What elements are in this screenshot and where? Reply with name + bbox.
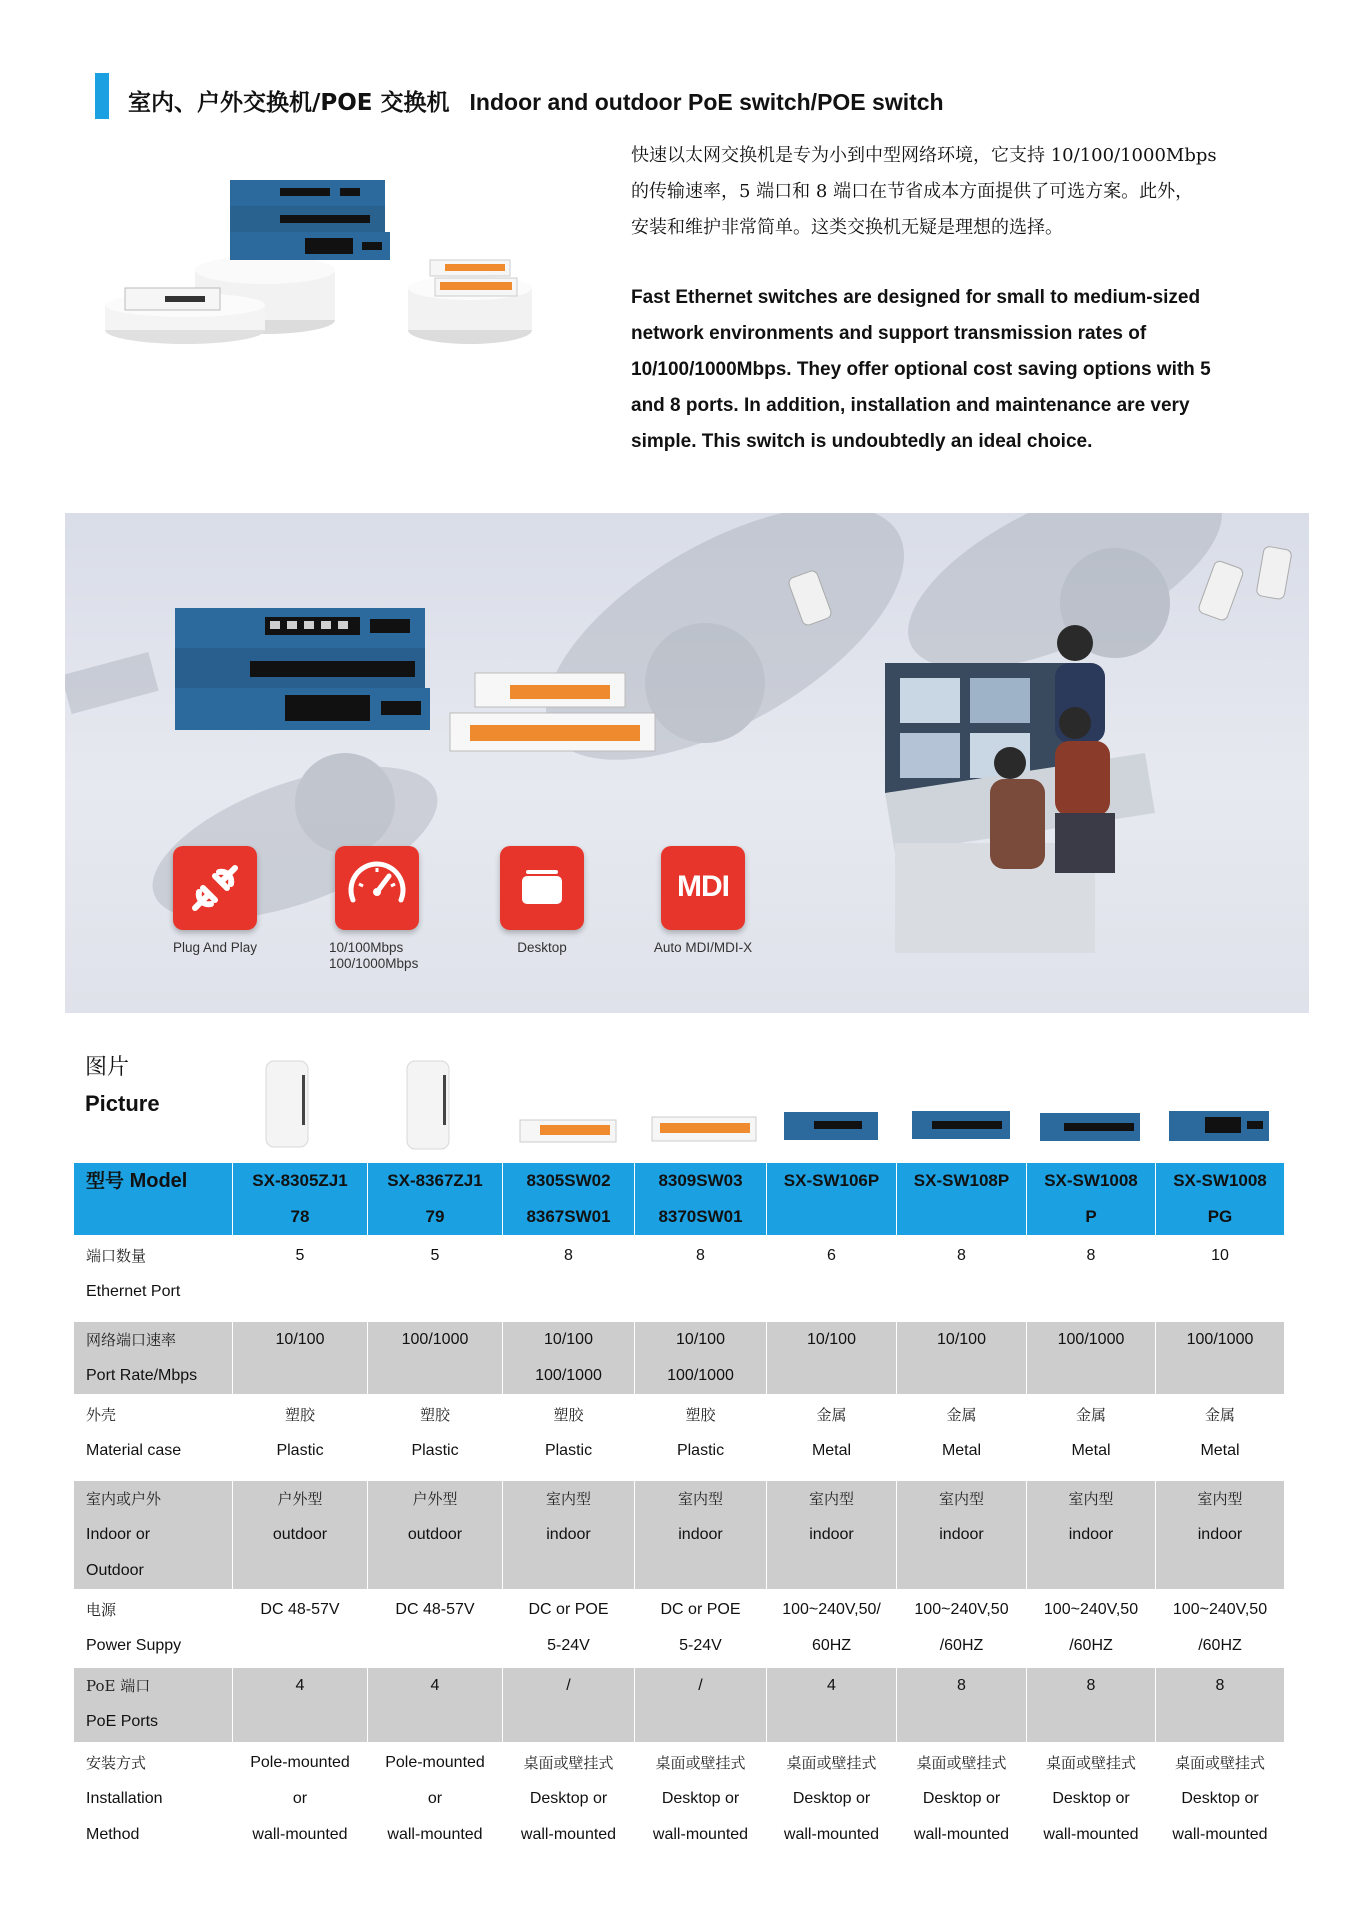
spec-cell: [233, 1591, 368, 1667]
spec-cell-line: 塑胶: [685, 1406, 716, 1424]
model-header-en: Model: [129, 1170, 188, 1192]
spec-cell: [1027, 1591, 1156, 1667]
spec-cell-line: DC or POE: [528, 1601, 609, 1618]
spec-cell-line: 桌面或壁挂式: [786, 1754, 877, 1772]
model-name-line: 8309SW03: [658, 1171, 743, 1190]
row-label: [74, 1667, 233, 1744]
spec-cell-line: 5: [430, 1247, 440, 1264]
spec-cell: [767, 1237, 897, 1321]
spec-row: [74, 1480, 1285, 1591]
spec-cell-line: Pole-mounted: [385, 1754, 485, 1771]
picture-label-en: Picture: [85, 1091, 160, 1116]
spec-cell-line: Pole-mounted: [250, 1754, 350, 1771]
spec-cell: [897, 1237, 1027, 1321]
spec-cell-line: Metal: [1200, 1442, 1240, 1459]
spec-cell-line: /60HZ: [939, 1637, 984, 1654]
desktop-icon: [500, 846, 584, 930]
row-label-zh: 安装方式: [86, 1754, 147, 1772]
spec-cell-line: 8: [564, 1247, 573, 1264]
spec-cell: [1027, 1321, 1156, 1396]
spec-cell-line: 桌面或壁挂式: [655, 1754, 746, 1772]
spec-cell-line: 8: [1215, 1677, 1225, 1694]
spec-cell-line: wall-mounted: [783, 1826, 880, 1843]
intro-en-line: simple. This switch is undoubtedly an ideal choice.: [631, 431, 1093, 452]
spec-cell-line: Plastic: [676, 1442, 725, 1459]
spec-cell-line: 塑胶: [284, 1406, 315, 1424]
spec-cell-line: 100/1000: [1186, 1331, 1254, 1348]
intro-en-line: network environments and support transmission rates of: [631, 323, 1147, 344]
model-name-line: PG: [1207, 1207, 1233, 1226]
spec-cell-line: 5-24V: [679, 1637, 722, 1654]
spec-cell-line: 10/100: [807, 1331, 856, 1348]
spec-cell: [1156, 1480, 1285, 1591]
spec-cell: [503, 1237, 635, 1321]
model-row: [74, 1163, 1285, 1237]
model-name-line: SX-8367ZJ1: [387, 1171, 483, 1190]
row-label-zh: 电源: [86, 1601, 117, 1619]
row-label-zh: 室内或户外: [86, 1490, 162, 1508]
spec-cell-line: wall-mounted: [1172, 1826, 1268, 1843]
row-label: [74, 1321, 233, 1396]
row-label: [74, 1237, 233, 1321]
model-name-line: SX-8305ZJ1: [252, 1171, 348, 1190]
model-cell: [897, 1163, 1027, 1237]
spec-cell-line: Metal: [811, 1442, 852, 1459]
spec-cell: [635, 1237, 767, 1321]
spec-cell-line: Metal: [941, 1442, 982, 1459]
spec-cell: [1027, 1480, 1156, 1591]
spec-cell-line: 桌面或壁挂式: [1045, 1754, 1136, 1772]
spec-cell-line: 10/100: [275, 1331, 325, 1348]
model-name-line: [771, 1199, 892, 1235]
row-label-zh: 端口数量: [86, 1247, 147, 1265]
product-image-sx-sw108p: [896, 1055, 1026, 1163]
spec-cell-line: 户外型: [277, 1490, 323, 1508]
spec-cell-line: 60HZ: [811, 1637, 852, 1654]
spec-cell: [503, 1321, 635, 1396]
spec-cell-line: Desktop or: [1052, 1790, 1130, 1807]
spec-cell-line: 8: [1086, 1247, 1096, 1264]
row-label-en: Outdoor: [86, 1562, 144, 1579]
spec-cell-line: 100~240V,50: [1172, 1601, 1268, 1618]
spec-cell-line: 室内型: [545, 1490, 591, 1508]
feature-plug-and-play: [125, 846, 305, 956]
spec-cell: [635, 1667, 767, 1744]
spec-cell-line: 室内型: [677, 1490, 723, 1508]
spec-cell-line: 塑胶: [553, 1406, 584, 1424]
spec-cell-line: 8: [696, 1247, 705, 1264]
intro-zh: [631, 138, 1281, 246]
product-pictures: [232, 1055, 1284, 1163]
row-label-zh: 外壳: [86, 1406, 117, 1424]
title-en: Indoor and outdoor PoE switch/POE switch: [469, 89, 944, 115]
spec-cell-line: 100/1000: [667, 1367, 734, 1384]
spec-cell: [368, 1480, 503, 1591]
intro-zh-line: 安装和维护非常简单。这类交换机无疑是理想的选择。: [631, 217, 1063, 238]
spec-cell: [368, 1744, 503, 1854]
model-name-line: SX-SW108P: [913, 1171, 1010, 1190]
product-image-sx-sw106p: [766, 1055, 896, 1163]
spec-cell: [767, 1591, 897, 1667]
spec-cell-line: 10: [1211, 1247, 1229, 1264]
plug-icon: [173, 846, 257, 930]
model-name-line: 8370SW01: [658, 1207, 743, 1226]
spec-cell: [635, 1396, 767, 1480]
feature-desktop: [452, 846, 632, 956]
model-name-line: SX-SW1008: [1044, 1171, 1138, 1190]
model-name-line: P: [1085, 1207, 1097, 1226]
hero-product-image: [100, 170, 540, 350]
spec-cell: [233, 1237, 368, 1321]
spec-cell: [1027, 1396, 1156, 1480]
row-label-en: Material case: [86, 1442, 182, 1459]
spec-cell-line: indoor: [1068, 1526, 1114, 1543]
spec-cell: [1027, 1744, 1156, 1854]
row-label: [74, 1591, 233, 1667]
spec-cell-line: /: [566, 1677, 571, 1694]
model-cell: [767, 1163, 897, 1237]
product-image-sx-sw1008pg: [1155, 1055, 1284, 1163]
spec-cell-line: wall-mounted: [913, 1826, 1010, 1843]
model-cell: [1156, 1163, 1285, 1237]
spec-cell: [897, 1667, 1027, 1744]
spec-cell-line: 8: [1086, 1677, 1096, 1694]
spec-row: [74, 1396, 1285, 1480]
spec-cell-line: /60HZ: [1198, 1637, 1242, 1654]
row-label-en: Power Suppy: [86, 1637, 182, 1654]
spec-cell-line: 塑胶: [419, 1406, 450, 1424]
spec-cell: [897, 1744, 1027, 1854]
product-image-8309sw03: [634, 1055, 766, 1163]
product-image-sx-sw1008p: [1026, 1055, 1155, 1163]
spec-cell-line: Plastic: [544, 1442, 593, 1459]
spec-cell-line: DC 48-57V: [395, 1601, 475, 1618]
spec-cell-line: 桌面或壁挂式: [523, 1754, 614, 1772]
spec-cell-line: 金属: [946, 1406, 977, 1424]
spec-cell: [368, 1591, 503, 1667]
model-name-line: 79: [425, 1207, 445, 1226]
row-label-zh: 网络端口速率: [86, 1331, 177, 1349]
feature-label: Desktop: [517, 940, 567, 955]
spec-cell: [767, 1321, 897, 1396]
spec-cell: [1027, 1667, 1156, 1744]
intro-en-line: and 8 ports. In addition, installation and maintenance are very: [631, 395, 1190, 416]
spec-cell: [767, 1480, 897, 1591]
spec-row: [74, 1667, 1285, 1744]
spec-cell-line: 金属: [1075, 1406, 1106, 1424]
spec-cell-line: 户外型: [412, 1490, 458, 1508]
title-accent-bar: [95, 73, 109, 119]
row-label: [74, 1744, 233, 1854]
spec-cell: [1027, 1237, 1156, 1321]
spec-cell-line: indoor: [1197, 1526, 1243, 1543]
spec-cell-line: 室内型: [808, 1490, 854, 1508]
model-header-zh: 型号: [86, 1170, 125, 1192]
spec-cell-line: 100~240V,50/: [782, 1601, 881, 1618]
spec-cell-line: 室内型: [1197, 1490, 1243, 1508]
speedometer-icon: [335, 846, 419, 930]
spec-cell-line: 桌面或壁挂式: [1174, 1754, 1265, 1772]
spec-cell-line: indoor: [546, 1526, 591, 1543]
spec-cell-line: indoor: [809, 1526, 854, 1543]
feature-label: 100/1000Mbps: [329, 956, 419, 971]
spec-cell-line: wall-mounted: [252, 1826, 348, 1843]
model-cell: [635, 1163, 767, 1237]
spec-cell: [368, 1667, 503, 1744]
spec-cell-line: indoor: [678, 1526, 723, 1543]
spec-cell-line: 10/100: [676, 1331, 725, 1348]
spec-cell-line: Desktop or: [529, 1790, 608, 1807]
spec-cell: [767, 1667, 897, 1744]
spec-cell: [635, 1744, 767, 1854]
model-header: [74, 1163, 233, 1237]
spec-cell-line: wall-mounted: [1043, 1826, 1139, 1843]
spec-cell-line: 6: [827, 1247, 836, 1264]
spec-cell: [503, 1591, 635, 1667]
row-label: [74, 1396, 233, 1480]
spec-row: [74, 1237, 1285, 1321]
model-name-line: 78: [290, 1207, 310, 1226]
intro-en-line: Fast Ethernet switches are designed for small to medium-sized: [631, 287, 1201, 308]
product-image-outdoor-2: [367, 1055, 502, 1163]
spec-cell-line: DC 48-57V: [260, 1601, 340, 1618]
spec-cell: [233, 1396, 368, 1480]
feature-label: Auto MDI/MDI-X: [653, 940, 753, 955]
spec-cell-line: outdoor: [272, 1526, 328, 1543]
picture-label: [85, 1050, 160, 1122]
product-image-8305sw02: [502, 1055, 634, 1163]
spec-cell-line: 100~240V,50: [914, 1601, 1009, 1618]
spec-cell-line: 5: [295, 1247, 305, 1264]
spec-cell-line: Plastic: [411, 1442, 459, 1459]
spec-cell: [368, 1321, 503, 1396]
picture-label-zh: 图片: [85, 1055, 130, 1080]
spec-cell-line: or: [427, 1790, 443, 1807]
spec-cell-line: Desktop or: [792, 1790, 871, 1807]
feature-mdi: [613, 846, 793, 956]
spec-cell: [1156, 1321, 1285, 1396]
spec-cell-line: 4: [430, 1677, 440, 1694]
row-label-zh: PoE 端口: [86, 1677, 151, 1695]
feature-label: 10/100Mbps: [329, 940, 404, 955]
row-label-en: PoE Ports: [86, 1713, 159, 1730]
spec-cell-line: wall-mounted: [520, 1826, 617, 1843]
feature-label: Plug And Play: [172, 940, 258, 955]
spec-cell: [635, 1591, 767, 1667]
spec-cell-line: 金属: [1204, 1406, 1235, 1424]
spec-cell: [635, 1480, 767, 1591]
spec-cell: [767, 1396, 897, 1480]
spec-cell-line: Plastic: [276, 1442, 324, 1459]
spec-cell-line: outdoor: [407, 1526, 463, 1543]
spec-cell: [1156, 1591, 1285, 1667]
spec-cell: [635, 1321, 767, 1396]
model-name-line: 8305SW02: [526, 1171, 611, 1190]
spec-cell: [233, 1480, 368, 1591]
spec-cell: [503, 1744, 635, 1854]
spec-cell-line: 100/1000: [401, 1331, 469, 1348]
spec-cell: [897, 1591, 1027, 1667]
row-label-en: Indoor or: [86, 1526, 151, 1543]
model-cell: [368, 1163, 503, 1237]
feature-banner: [65, 513, 1309, 1013]
spec-cell-line: DC or POE: [660, 1601, 741, 1618]
spec-cell: [503, 1480, 635, 1591]
spec-cell-line: 10/100: [544, 1331, 593, 1348]
model-cell: [1027, 1163, 1156, 1237]
model-name-line: SX-SW1008: [1173, 1171, 1267, 1190]
spec-cell: [897, 1321, 1027, 1396]
row-label-en: Ethernet Port: [86, 1283, 181, 1300]
spec-cell-line: 5-24V: [547, 1637, 590, 1654]
spec-cell: [1156, 1237, 1285, 1321]
spec-cell-line: /: [698, 1677, 703, 1694]
spec-cell-line: 桌面或壁挂式: [916, 1754, 1007, 1772]
spec-cell: [767, 1744, 897, 1854]
title-zh: 室内、户外交换机/POE 交换机: [128, 90, 450, 116]
spec-cell-line: 金属: [816, 1406, 847, 1424]
spec-cell-line: 室内型: [1068, 1490, 1114, 1508]
spec-cell-line: wall-mounted: [387, 1826, 483, 1843]
feature-speed: [287, 846, 467, 972]
spec-cell-line: wall-mounted: [652, 1826, 749, 1843]
spec-cell-line: Desktop or: [661, 1790, 740, 1807]
spec-cell-line: Metal: [1071, 1442, 1111, 1459]
spec-cell: [897, 1396, 1027, 1480]
spec-row: [74, 1591, 1285, 1667]
model-name-line: 8367SW01: [526, 1207, 611, 1226]
model-name-line: [901, 1199, 1022, 1235]
spec-cell-line: /60HZ: [1069, 1637, 1113, 1654]
spec-cell-line: 10/100: [937, 1331, 986, 1348]
spec-cell-line: Desktop or: [922, 1790, 1001, 1807]
spec-cell: [897, 1480, 1027, 1591]
spec-cell: [503, 1396, 635, 1480]
spec-cell-line: Desktop or: [1181, 1790, 1259, 1807]
mdi-icon-text: MDI: [677, 870, 729, 903]
spec-cell-line: 8: [957, 1677, 966, 1694]
spec-cell: [233, 1744, 368, 1854]
model-cell: [233, 1163, 368, 1237]
intro-zh-line: 的传输速率，5 端口和 8 端口在节省成本方面提供了可选方案。此外，: [631, 181, 1194, 202]
row-label-en: Installation: [86, 1790, 163, 1807]
spec-cell: [1156, 1396, 1285, 1480]
spec-cell-line: 4: [827, 1677, 836, 1694]
intro-en: [631, 280, 1281, 460]
spec-cell: [233, 1321, 368, 1396]
intro-zh-line: 快速以太网交换机是专为小到中型网络环境，它支持 10/100/1000Mbps: [631, 145, 1217, 166]
spec-cell-line: 100~240V,50: [1043, 1601, 1139, 1618]
spec-cell: [368, 1237, 503, 1321]
spec-cell: [233, 1667, 368, 1744]
spec-cell-line: indoor: [939, 1526, 984, 1543]
spec-row: [74, 1744, 1285, 1854]
model-cell: [503, 1163, 635, 1237]
row-label-en: Port Rate/Mbps: [86, 1367, 198, 1384]
intro-en-line: 10/100/1000Mbps. They offer optional cost saving options with 5: [631, 359, 1211, 380]
spec-cell-line: 100/1000: [535, 1367, 602, 1384]
spec-table: [73, 1163, 1285, 1853]
spec-cell-line: 8: [957, 1247, 966, 1264]
spec-cell-line: 100/1000: [1057, 1331, 1125, 1348]
spec-cell-line: 4: [295, 1677, 305, 1694]
spec-cell-line: 室内型: [938, 1490, 984, 1508]
spec-cell: [368, 1396, 503, 1480]
spec-cell-line: or: [292, 1790, 308, 1807]
model-name-line: SX-SW106P: [783, 1171, 880, 1190]
product-image-outdoor-1: [232, 1055, 367, 1163]
mdi-icon: [661, 846, 745, 930]
spec-row: [74, 1321, 1285, 1396]
spec-cell: [1156, 1667, 1285, 1744]
row-label-en: Method: [86, 1826, 140, 1843]
page-title: [128, 84, 944, 117]
spec-cell: [1156, 1744, 1285, 1854]
row-label: [74, 1480, 233, 1591]
spec-cell: [503, 1667, 635, 1744]
